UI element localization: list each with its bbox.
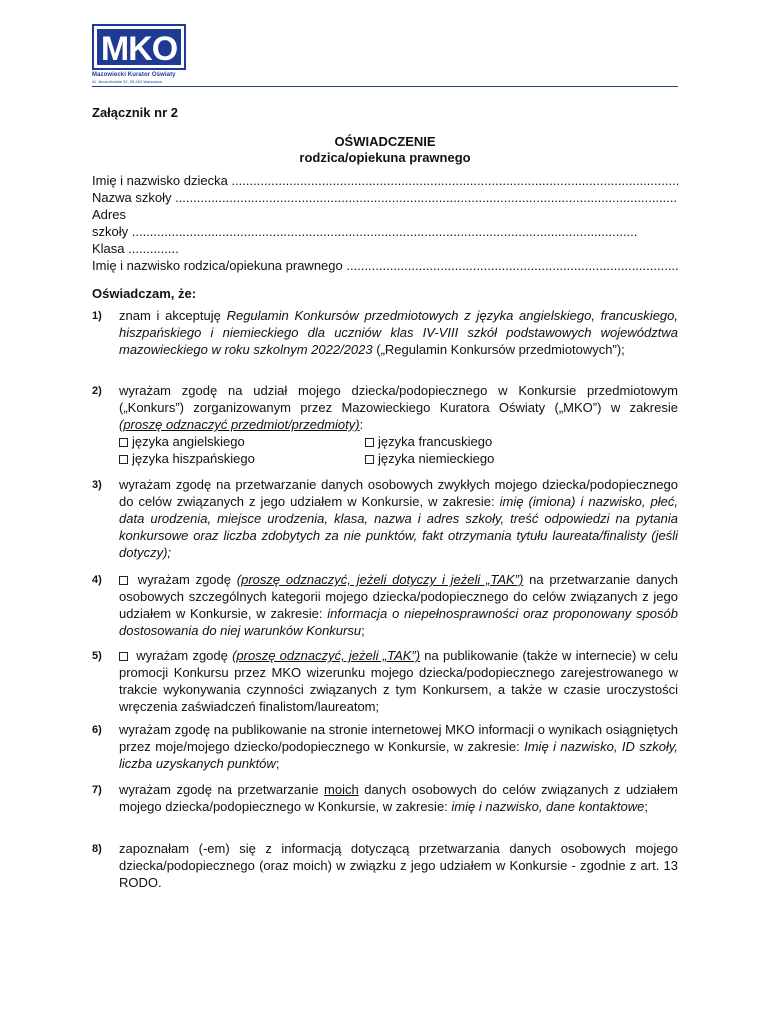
- field-school-address-label: szkoły: [92, 224, 129, 239]
- statement-number: 2): [92, 385, 102, 397]
- statement-text: zapoznałam (-em) się z informacją dotyczącą przetwarzania danych osobowych mojego dziecka/podopiecznego (oraz moich) w związku z jego udziałem w Konkursie - zgodnie z art. 13 RODO.: [119, 841, 678, 890]
- statement-text: („Regulamin Konkursów przedmiotowych”);: [372, 342, 625, 357]
- statement-text: na publikowanie (także w internecie) w celu promocji Konkursu przez MKO wizerunku mojego dziecka/podopiecznego zarejestrowanego w trakcie wykonywania czynności związanych z tym Konkursem, a także w czasie uroczystości wręczenia zaświadczeń finalistom/laureatom;: [119, 648, 678, 714]
- statement-number: 1): [92, 310, 102, 322]
- regulation-title: Regulamin Konkursów przedmiotowych z języka angielskiego, francuskiego, hiszpańskiego i niemieckiego dla uczniów klas IV-VIII szkół podstawowych województwa mazowieckiego w roku szkolnym 2022/2023: [119, 308, 678, 357]
- field-school-address[interactable]: [92, 224, 637, 239]
- statement-4: [92, 571, 678, 639]
- field-class-dots: ..............: [128, 241, 179, 256]
- statement-5: [92, 647, 678, 715]
- statement-2: [92, 382, 678, 467]
- statement-text: wyrażam zgodę: [132, 572, 237, 587]
- statement-text: wyrażam zgodę na publikowanie na stronie internetowej MKO informacji o wynikach osiągniętych przez moje/mojego dziecko/podopiecznego w Konkursie, w zakresie:: [119, 722, 678, 754]
- field-child-name-label: Imię i nazwisko dziecka: [92, 173, 228, 188]
- statement-text: wyrażam zgodę: [132, 648, 233, 663]
- logo-org-address: Al. Jerozolimskie 32, 00-024 Warszawa: [92, 79, 162, 84]
- statement-number: 4): [92, 574, 102, 586]
- statement-1: [92, 307, 678, 358]
- statement-number: 6): [92, 724, 102, 736]
- checkbox-label: języka francuskiego: [378, 434, 493, 449]
- field-address-label: Adres: [92, 207, 126, 222]
- statement-8: [92, 840, 678, 891]
- checkbox-icon[interactable]: [119, 455, 128, 464]
- checkbox-icon[interactable]: [365, 455, 374, 464]
- statement-text: ;: [275, 756, 280, 771]
- statement-number: 3): [92, 479, 102, 491]
- instruction-text: (proszę odznaczyć, jeżeli dotyczy i jeżeli „TAK”): [236, 572, 524, 587]
- field-class-label: Klasa: [92, 241, 125, 256]
- statement-6: [92, 721, 678, 772]
- annex-label: Załącznik nr 2: [92, 105, 178, 120]
- field-parent-name-label: Imię i nazwisko rodzica/opiekuna prawnego: [92, 258, 343, 273]
- statement-number: 7): [92, 784, 102, 796]
- checkbox-icon[interactable]: [119, 438, 128, 447]
- statement-text: wyrażam zgodę na przetwarzanie: [119, 782, 325, 797]
- checkbox-french[interactable]: [365, 433, 605, 450]
- statement-text: danych osobowych do celów związanych z udziałem mojego dziecka/podopiecznego w Konkursie, w zakresie:: [119, 782, 678, 814]
- checkbox-label: języka hiszpańskiego: [132, 451, 255, 466]
- statement-text: :: [359, 417, 364, 432]
- statement-3: [92, 476, 678, 561]
- instruction-text: (proszę odznaczyć, jeżeli „TAK”): [232, 648, 421, 663]
- checkbox-label: języka angielskiego: [132, 434, 245, 449]
- field-school-name-label: Nazwa szkoły: [92, 190, 172, 205]
- field-child-name[interactable]: [92, 173, 678, 188]
- statement-text: na przetwarzanie danych osobowych szczególnych kategorii mojego dziecka/podopiecznego do celów związanych z jego udziałem w Konkursie, w zakresie:: [119, 572, 678, 621]
- data-scope-text: imię (imiona) i nazwisko, płeć, data urodzenia, miejsce urodzenia, klasa, nazwa i adres szkoły, treść odpowiedzi na pytania konkursowe oraz liczba zdobytych za nie punktów, fakt otrzymania tytułu laureata/finalisty (jeśli dotyczy);: [119, 494, 678, 560]
- instruction-text: (proszę odznaczyć przedmiot/przedmioty): [119, 417, 360, 432]
- logo-letters: MKO: [100, 30, 178, 68]
- field-parent-name[interactable]: [92, 258, 678, 273]
- statement-number: 8): [92, 843, 102, 855]
- underlined-text: moich: [324, 782, 359, 797]
- data-scope-text: imię i nazwisko, dane kontaktowe: [451, 799, 645, 814]
- document-subtitle: rodzica/opiekuna prawnego: [299, 150, 471, 165]
- statement-7: [92, 781, 678, 815]
- statement-text: wyrażam zgodę na przetwarzanie danych osobowych zwykłych mojego dziecka/podopiecznego do celów związanych z jego udziałem w Konkursie, w zakresie:: [119, 477, 678, 509]
- field-school-name[interactable]: [92, 190, 678, 205]
- header-divider: [92, 86, 678, 87]
- checkbox-spanish[interactable]: [119, 450, 365, 467]
- checkbox-label: języka niemieckiego: [378, 451, 495, 466]
- declaration-heading: Oświadczam, że:: [92, 286, 197, 301]
- checkbox-german[interactable]: [365, 450, 605, 467]
- checkbox-icon[interactable]: [365, 438, 374, 447]
- data-scope-text: Imię i nazwisko, ID szkoły, liczba uzyskanych punktów: [119, 739, 678, 771]
- statement-text: znam i akceptuję: [119, 308, 227, 323]
- checkbox-special-data[interactable]: [119, 576, 128, 585]
- statement-number: 5): [92, 650, 102, 662]
- statement-text: wyrażam zgodę na udział mojego dziecka/podopiecznego w Konkursie przedmiotowym („Konkurs”) zorganizowanym przez Mazowieckiego Kuratora Oświaty („MKO”) w zakresie: [119, 383, 678, 415]
- checkbox-english[interactable]: [119, 433, 365, 450]
- field-class[interactable]: [92, 241, 678, 256]
- statement-text: ;: [361, 623, 365, 638]
- data-scope-text: informacja o niepełnosprawności oraz proponowany sposób dostosowania do niej warunków Konkursu: [119, 606, 678, 638]
- logo-org-name: Mazowiecki Kurator Oświaty: [92, 72, 176, 78]
- document-title: OŚWIADCZENIE: [334, 134, 436, 149]
- statement-text: ;: [644, 799, 648, 814]
- mko-logo: [92, 24, 186, 75]
- checkbox-image-publication[interactable]: [119, 652, 128, 661]
